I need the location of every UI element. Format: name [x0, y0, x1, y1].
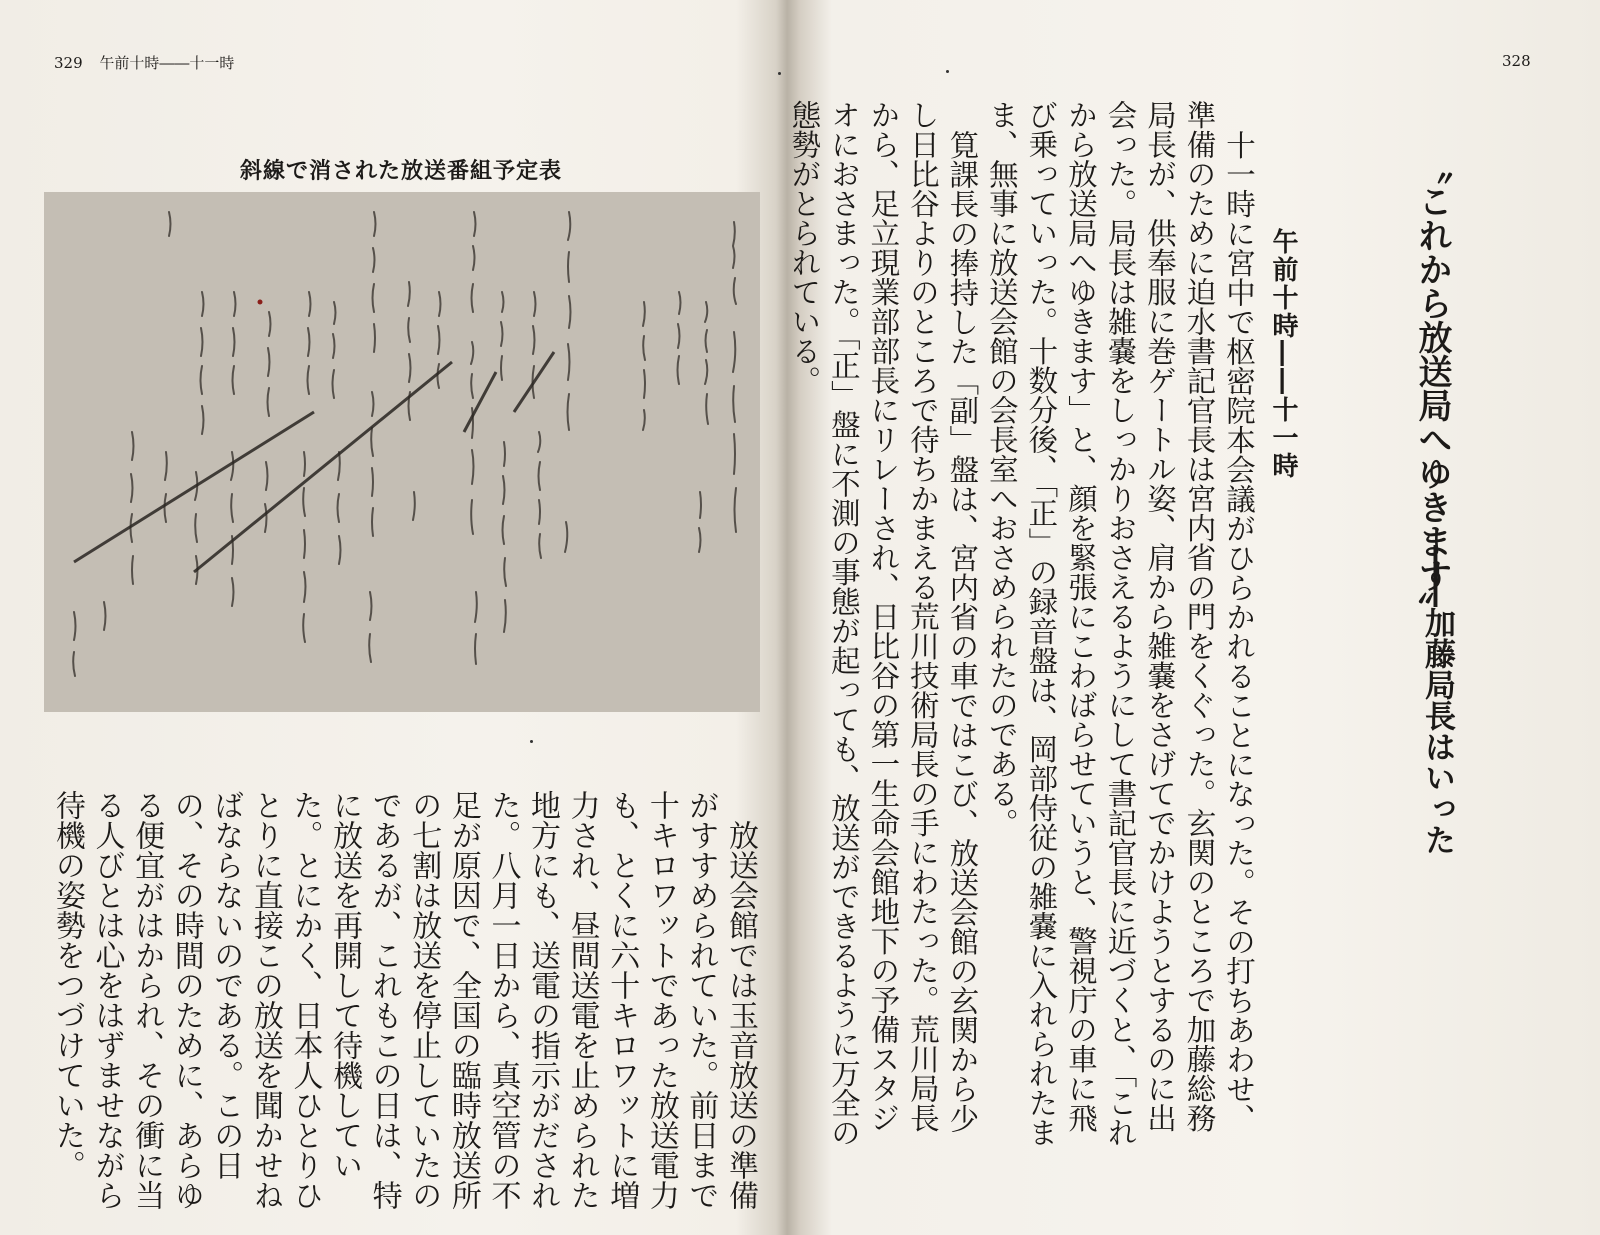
- print-speck: [530, 740, 533, 743]
- page-number-left: 329: [54, 54, 83, 72]
- left-body-text: [40, 790, 760, 1216]
- print-speck: [778, 72, 781, 75]
- print-speck: [946, 70, 949, 73]
- figure-caption: 斜線で消された放送番組予定表: [240, 159, 563, 184]
- running-head-title: 午前十時――十一時: [99, 54, 235, 72]
- chapter-subtitle: ――加藤局長はいった: [1419, 545, 1455, 855]
- left-page: [0, 0, 780, 1235]
- running-header: [54, 52, 234, 73]
- right-paragraph-2: 筧課長の捧持した「副」盤は、宮内省の車ではこび、放送会館の玄関から少し日比谷よりのところで待ちかまえる荒川技術局長の手にわたった。荒川局長から、足立現業部部長にリレーされ、日比谷の第一生命会館地下の予備スタジオにおさまった。「正」盤に不測の事態が起っても、放送ができるように万全の態勢がとられている。: [787, 100, 980, 1148]
- left-paragraph: 放送会館では玉音放送の準備がすすめられていた。前日まで十キロワットであった放送電力も、とくに六十キロワットに増力され、昼間送電を止められた地方にも、送電の指示がだされた。八月一日から、真空管の不足が原因で、全国の臨時放送所の七割は放送を停止していたのであるが、これもこの日は、特に放送を再開して待機していた。とにかく、日本人ひとりひとりに直接この放送を聞かせねばならないのである。この日の、その時間のために、あらゆる便宜がはかられ、その衝に当る人びとは心をはずませながら待機の姿勢をつづけていた。: [49, 790, 758, 1210]
- right-body-text: [787, 100, 1258, 1150]
- handwritten-schedule-image: [44, 192, 760, 712]
- section-heading: 午前十時――十一時: [1268, 228, 1298, 480]
- chapter-title: 〝これから放送局へゆきます〟: [1412, 150, 1452, 626]
- page-number-right: 328: [1502, 52, 1531, 70]
- right-page: [787, 0, 1600, 1235]
- right-paragraph-1: 十一時に宮中で枢密院本会議がひらかれることになった。その打ちあわせ、準備のために迫水書記官長は宮内省の門をくぐった。玄関のところで加藤総務局長が、供奉服に巻ゲートル姿、肩から雑嚢をさげてでかけようとするのに出会った。局長は雑嚢をしっかりおさえるようにして書記官長に近づくと、「これから放送局へゆきます」と、顔を緊張にこわばらせていうと、警視庁の車に飛び乗っていった。十数分後、「正」の録音盤は、岡部侍従の雑嚢に入れられたまま、無事に放送会館の会長室へおさめられたのである。: [984, 100, 1256, 1148]
- schedule-photo: [44, 192, 760, 712]
